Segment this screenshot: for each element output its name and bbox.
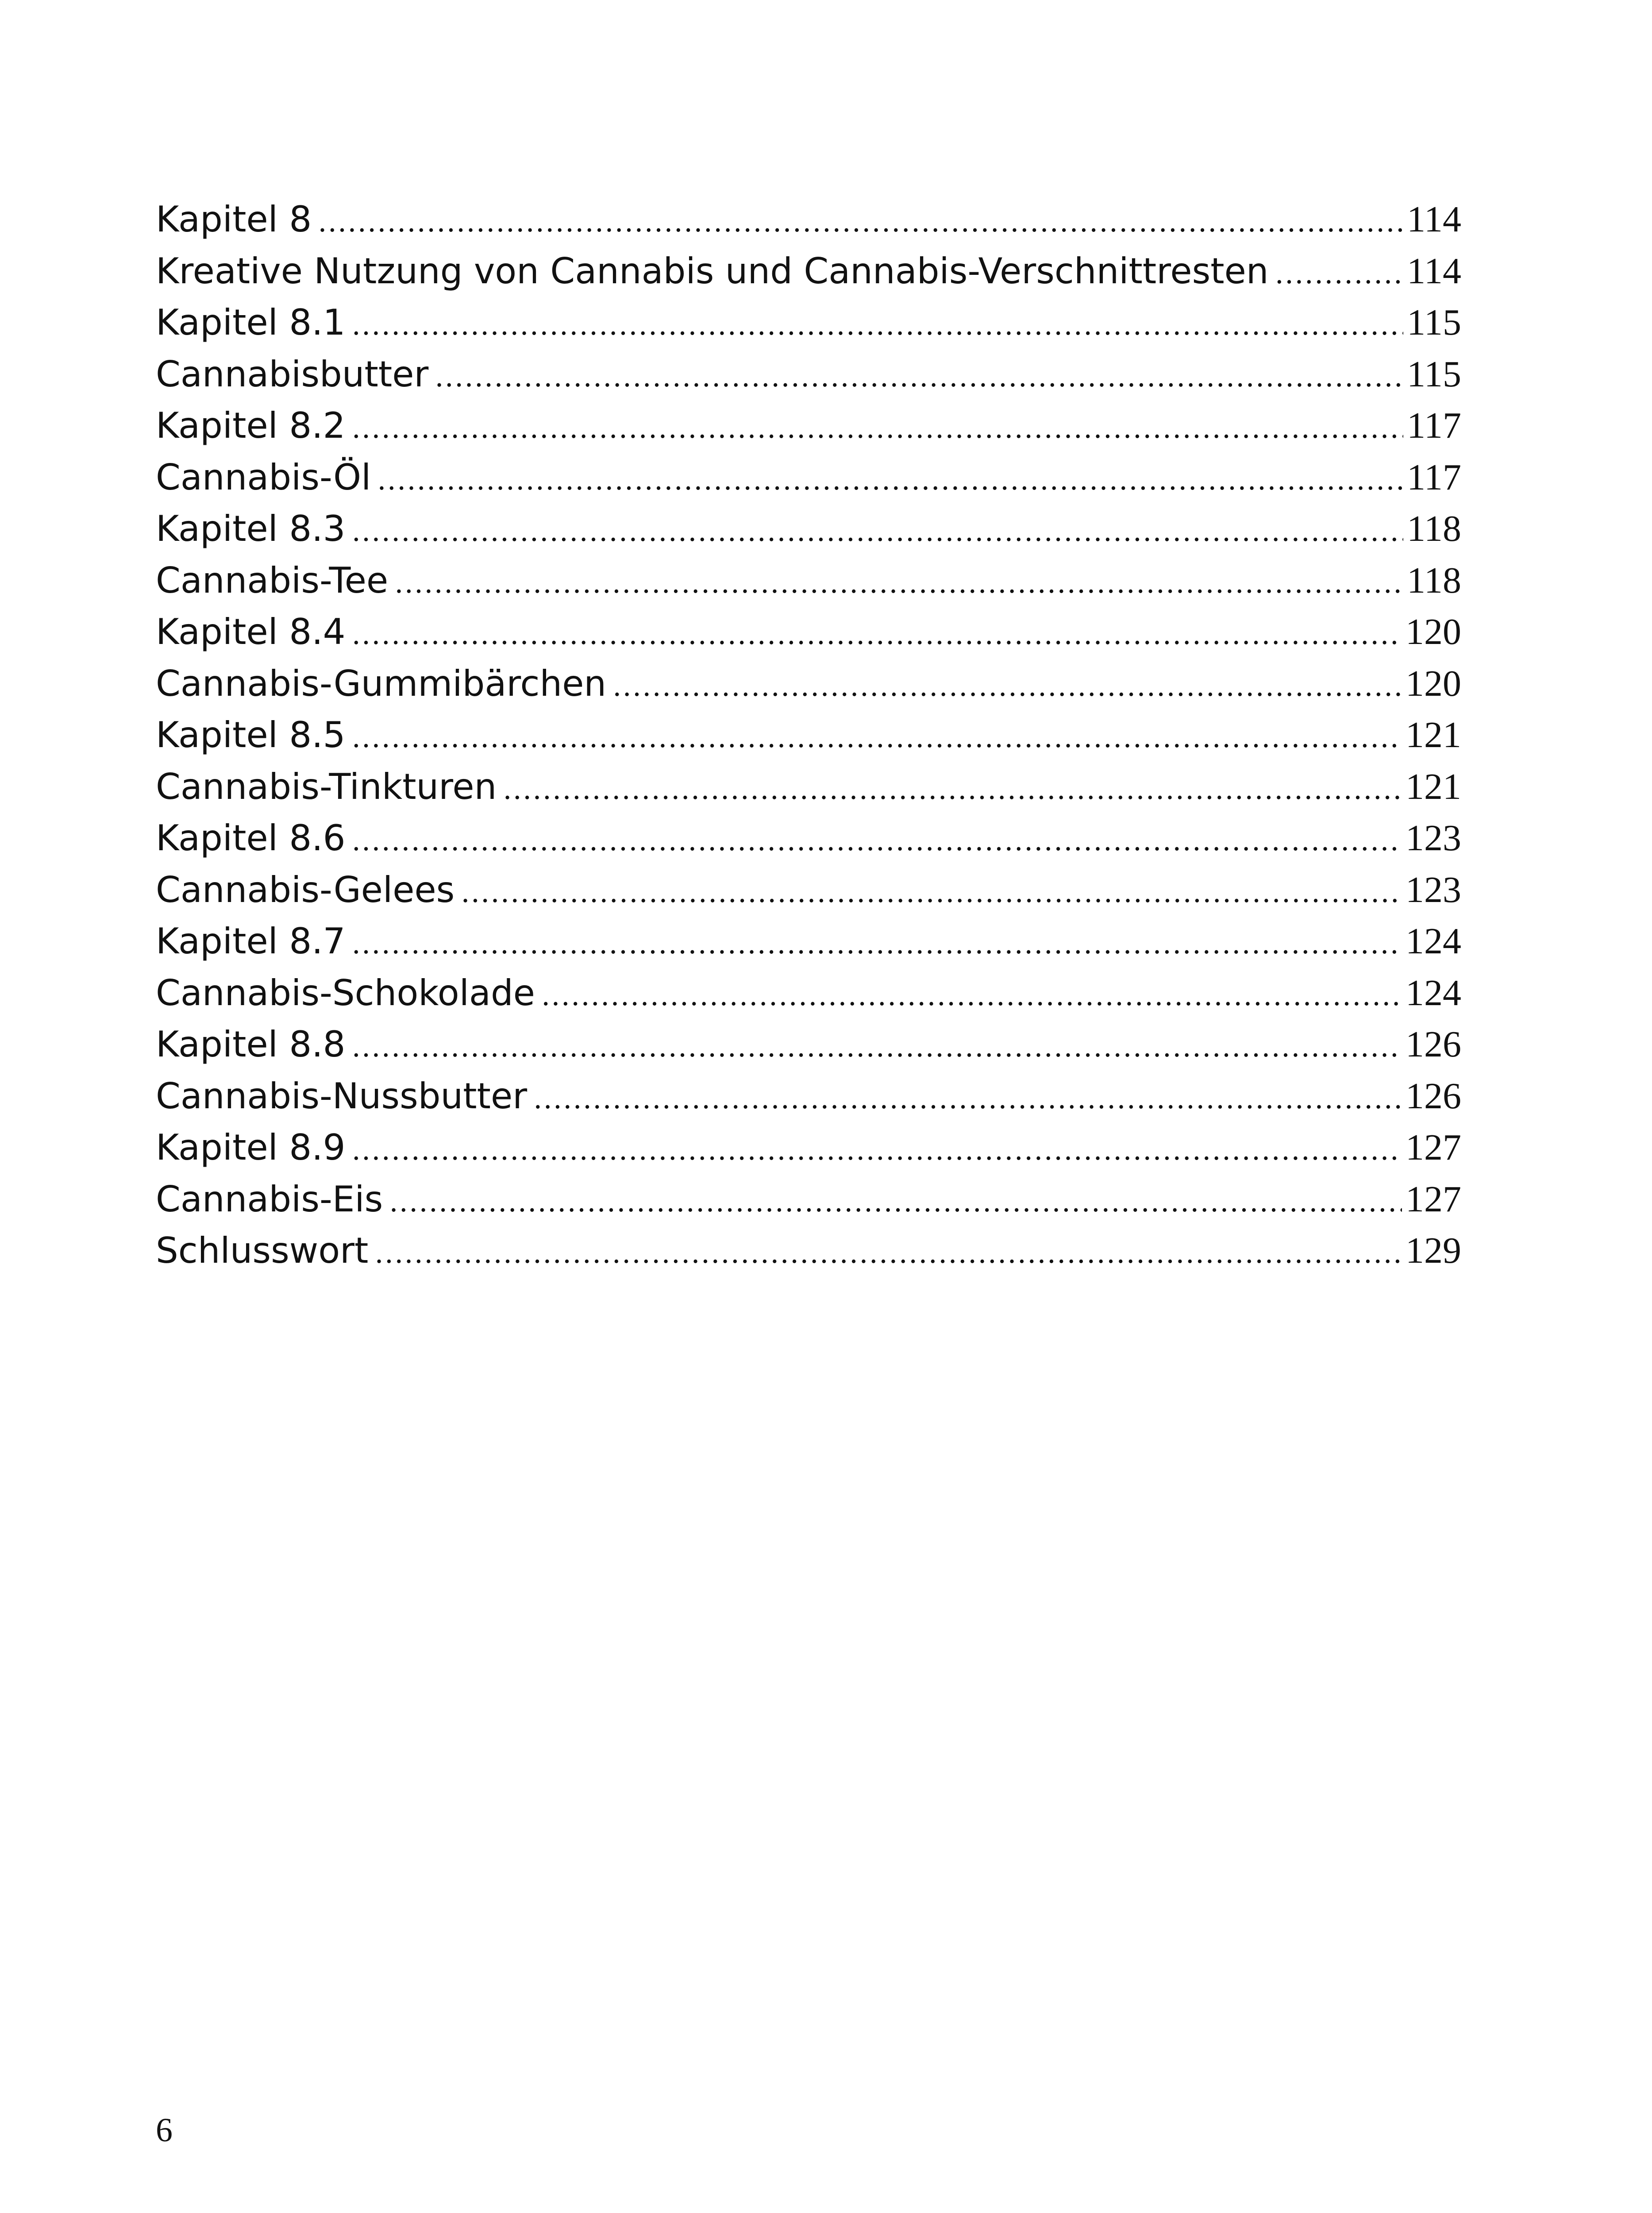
toc-entry-title: Kapitel 8.3 <box>156 508 346 549</box>
toc-entry-title: Cannabisbutter <box>156 353 429 395</box>
table-of-contents <box>156 194 1461 1277</box>
toc-entry[interactable] <box>156 864 1461 916</box>
toc-entry-title: Kapitel 8.5 <box>156 714 346 756</box>
toc-entry-title: Kapitel 8 <box>156 199 312 240</box>
toc-dot-leader <box>352 1125 1402 1174</box>
toc-page-number: 129 <box>1406 1230 1461 1271</box>
toc-entry-title: Cannabis-Nussbutter <box>156 1075 528 1117</box>
toc-entry-title: Kapitel 8.7 <box>156 921 346 962</box>
toc-entry[interactable] <box>156 761 1461 813</box>
toc-page-number: 121 <box>1406 766 1461 807</box>
toc-dot-leader <box>461 867 1402 916</box>
toc-page-number: 118 <box>1407 559 1461 601</box>
toc-entry[interactable] <box>156 813 1461 864</box>
toc-entry-title: Schlusswort <box>156 1230 369 1271</box>
toc-dot-leader <box>1275 248 1404 297</box>
toc-page-number: 126 <box>1406 1075 1461 1117</box>
toc-entry[interactable] <box>156 349 1461 401</box>
toc-entry-title: Kapitel 8.6 <box>156 817 346 859</box>
toc-entry-title: Cannabis-Öl <box>156 456 371 498</box>
toc-entry-title: Cannabis-Eis <box>156 1178 383 1220</box>
toc-page-number: 120 <box>1406 663 1461 704</box>
toc-dot-leader <box>318 197 1403 246</box>
toc-dot-leader <box>435 351 1403 401</box>
toc-page-number: 114 <box>1407 199 1461 240</box>
toc-dot-leader <box>377 455 1403 504</box>
toc-dot-leader <box>541 970 1402 1019</box>
toc-entry[interactable] <box>156 658 1461 710</box>
toc-page-number: 121 <box>1406 714 1461 756</box>
toc-entry[interactable] <box>156 1071 1461 1122</box>
toc-entry-title: Cannabis-Schokolade <box>156 972 535 1014</box>
toc-entry[interactable] <box>156 968 1461 1019</box>
toc-page-number: 117 <box>1407 405 1461 446</box>
toc-entry[interactable] <box>156 1174 1461 1226</box>
toc-page-number: 123 <box>1406 817 1461 859</box>
toc-dot-leader <box>352 300 1404 349</box>
toc-entry[interactable] <box>156 606 1461 658</box>
toc-entry-title: Kapitel 8.8 <box>156 1024 346 1065</box>
toc-entry[interactable] <box>156 555 1461 607</box>
toc-page-number: 124 <box>1406 972 1461 1014</box>
toc-entry-title: Cannabis-Tee <box>156 559 389 601</box>
toc-dot-leader <box>374 1228 1402 1277</box>
toc-entry-title: Cannabis-Gummibärchen <box>156 663 607 704</box>
toc-entry-title: Kapitel 8.1 <box>156 302 346 343</box>
toc-dot-leader <box>389 1176 1402 1226</box>
toc-page-number: 124 <box>1406 921 1461 962</box>
toc-dot-leader <box>352 403 1404 452</box>
toc-page-number: 123 <box>1406 869 1461 910</box>
toc-page-number: 127 <box>1406 1178 1461 1220</box>
toc-entry[interactable] <box>156 1122 1461 1174</box>
toc-page-number: 120 <box>1406 611 1461 652</box>
toc-dot-leader <box>352 712 1402 761</box>
toc-entry[interactable] <box>156 503 1461 555</box>
toc-dot-leader <box>503 764 1402 813</box>
toc-page-number: 114 <box>1407 250 1461 292</box>
toc-dot-leader <box>394 558 1403 607</box>
toc-entry[interactable] <box>156 1225 1461 1277</box>
toc-page-number: 115 <box>1407 302 1461 343</box>
toc-page-number: 126 <box>1406 1024 1461 1065</box>
toc-entry[interactable] <box>156 1019 1461 1071</box>
toc-entry[interactable] <box>156 194 1461 246</box>
toc-entry-title: Kreative Nutzung von Cannabis und Cannabis-Verschnittresten <box>156 250 1269 292</box>
toc-dot-leader <box>612 661 1402 710</box>
toc-entry[interactable] <box>156 400 1461 452</box>
toc-entry[interactable] <box>156 916 1461 968</box>
page-number: 6 <box>156 2112 173 2149</box>
toc-entry[interactable] <box>156 246 1461 297</box>
toc-page-number: 115 <box>1407 353 1461 395</box>
toc-page-number: 127 <box>1406 1127 1461 1168</box>
toc-entry[interactable] <box>156 709 1461 761</box>
toc-page-number: 117 <box>1407 456 1461 498</box>
toc-dot-leader <box>352 815 1402 864</box>
toc-dot-leader <box>352 506 1404 555</box>
toc-entry-title: Kapitel 8.9 <box>156 1127 346 1168</box>
toc-entry[interactable] <box>156 452 1461 504</box>
toc-dot-leader <box>352 918 1402 968</box>
toc-page-number: 118 <box>1407 508 1461 549</box>
toc-entry-title: Kapitel 8.4 <box>156 611 346 652</box>
toc-entry-title: Cannabis-Tinkturen <box>156 766 497 807</box>
toc-dot-leader <box>533 1073 1402 1122</box>
toc-entry-title: Cannabis-Gelees <box>156 869 455 910</box>
toc-dot-leader <box>352 1022 1402 1071</box>
toc-dot-leader <box>352 609 1402 658</box>
toc-entry-title: Kapitel 8.2 <box>156 405 346 446</box>
toc-entry[interactable] <box>156 297 1461 349</box>
